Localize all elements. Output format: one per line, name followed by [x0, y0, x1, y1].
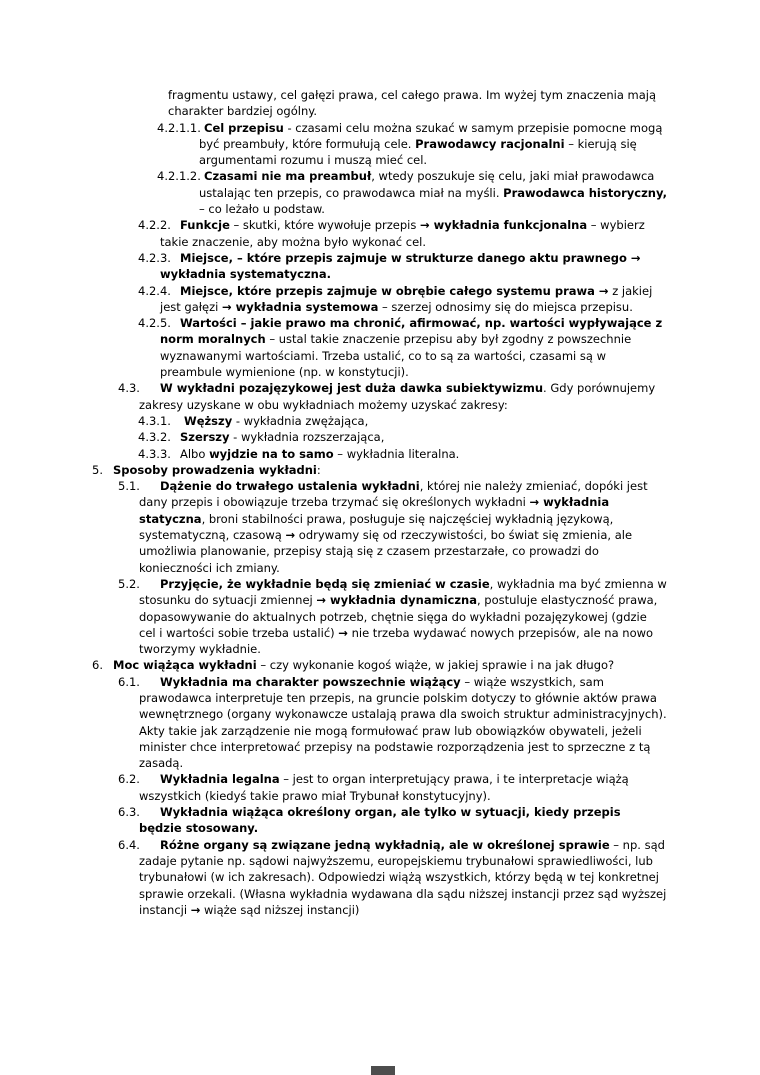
text-run: Różne organy są związane jedną wykładnią, ale w określonej sprawie — [160, 837, 610, 852]
text-run: wyjdzie na to samo — [209, 446, 334, 461]
text-run: Wykładnia legalna — [160, 772, 280, 787]
arrow-right-icon: → — [420, 218, 430, 233]
list-item — [0, 478, 667, 576]
text-run: - czasami celu można szukać w samym przepisie pomocne mogą być preambuły, które formułują cele. — [199, 120, 663, 151]
list-item — [0, 576, 667, 657]
item-number: 5. — [92, 462, 103, 477]
text-run: – kierują się argumentami rozumu i muszą mieć cel. — [199, 136, 637, 168]
text-run: wykładnia systemowa — [231, 299, 379, 314]
list-item — [0, 250, 667, 283]
arrow-right-icon: → — [338, 625, 348, 640]
text-run: Cel przepisu — [204, 120, 284, 135]
list-item — [0, 462, 667, 478]
list-item — [0, 380, 667, 413]
item-number: 4.3.1. — [138, 413, 171, 428]
text-run: wykładnia statyczna — [139, 495, 610, 526]
item-number: 6.4. — [118, 837, 140, 852]
text-run: Prawodawca historyczny, — [503, 185, 667, 200]
text-run: wykładnia dynamiczna — [326, 593, 477, 608]
text-run: z jakiej jest gałęzi — [160, 283, 653, 314]
item-number: 6. — [92, 658, 103, 673]
text-run: , której nie należy zmieniać, dopóki jest dany przepis i obowiązuje trzeba trzymać się określonych wykładni — [139, 479, 648, 510]
arrow-right-icon: → — [285, 528, 296, 543]
text-run: , wtedy poszukuje się celu, jaki miał prawodawca ustalając ten przepis, co prawodawca miał na myśli. — [199, 169, 655, 200]
arrow-right-icon: → — [190, 902, 201, 917]
text-run: . Gdy porównujemy zakresy uzyskane w obu wykładniach możemy uzyskać zakresy: — [139, 381, 656, 412]
text-run: – czy wykonanie kogoś wiąże, w jakiej sprawie i na jak długo? — [256, 658, 615, 673]
text-run: Sposoby prowadzenia wykładni — [113, 462, 317, 477]
text-run: Miejsce, – które przepis zajmuje w strukturze danego aktu prawnego — [180, 250, 631, 265]
item-number: 6.3. — [118, 805, 140, 820]
text-run: : — [316, 462, 321, 477]
text-run: Wykładnia wiążąca określony organ, ale tylko w sytuacji, kiedy przepis będzie stosowany. — [139, 805, 621, 836]
text-run: – jest to organ interpretujący prawa, i te interpretacje wiążą wszystkich (kiedyś takie prawo miał Trybunał konstytucyjny). — [139, 772, 629, 803]
text-run: Albo — [180, 446, 210, 461]
text-run: – skutki, które wywołuje przepis — [229, 218, 421, 233]
text-run: Szerszy — [180, 430, 230, 445]
text-run: nie trzeba wydawać nowych przepisów, ale na nowo tworzymy wykładnie. — [139, 625, 654, 657]
text-run: Wartości – jakie prawo ma chronić, afirmować, np. wartości wypływające z norm moralnych — [160, 316, 663, 347]
arrow-right-icon: → — [630, 250, 641, 265]
list-item — [0, 446, 667, 462]
text-run: Dążenie do trwałego ustalenia wykładni — [160, 479, 420, 494]
text-run: Przyjęcie, że wykładnie będą się zmieniać w czasie — [160, 576, 490, 591]
text-run: – szerzej odnosimy się do miejsca przepisu. — [378, 299, 633, 314]
item-number: 4.3.3. — [138, 446, 171, 461]
item-number: 4.2.4. — [138, 283, 171, 298]
text-run: – wybierz takie znaczenie, aby można było wykonać cel. — [160, 218, 645, 249]
item-number: 5.2. — [118, 576, 140, 591]
text-run: – co leżało u podstaw. — [199, 202, 325, 217]
item-number: 5.1. — [118, 479, 140, 494]
text-run: fragmentu ustawy, cel gałęzi prawa, cel całego prawa. Im wyżej tym znaczenia mają charakter bardziej ogólny. — [168, 88, 657, 119]
list-item — [0, 657, 667, 673]
list-item — [0, 429, 667, 445]
text-run: Wykładnia ma charakter powszechnie wiążący — [160, 674, 461, 689]
text-run: , wykładnia ma być zmienna w stosunku do sytuacji zmiennej — [139, 576, 667, 608]
list-item — [0, 674, 667, 772]
item-number: 4.2.5. — [138, 316, 171, 331]
list-item — [0, 120, 667, 169]
text-run: Węższy — [180, 413, 233, 428]
text-run: – wiąże wszystkich, sam prawodawca interpretuje ten przepis, na gruncie polskim dotyczy to głównie aktów prawa wewnętrznego (organy wykonawcze ustalają prawa dla swoich struktur administracyjnych). Akty takie jak zarządzenie nie mogą formułować praw lub obowiązków obywateli, jeżeli minister chce interpretować przepisy na podstawie rozporządzenia jest to sprzeczne z tą zasadą. — [139, 674, 667, 771]
list-item — [0, 771, 667, 804]
item-number: 4.2.3. — [138, 250, 171, 265]
text-run: wykładnia systematyczna. — [160, 267, 331, 282]
item-number: 4.2.1.2. — [157, 169, 201, 184]
arrow-right-icon: → — [222, 299, 232, 314]
text-run: Prawodawcy racjonalni — [415, 136, 565, 151]
list-item — [0, 413, 667, 429]
list-item — [0, 87, 667, 120]
item-number: 6.1. — [118, 674, 140, 689]
text-run: – wykładnia literalna. — [333, 446, 460, 461]
text-run: - wykładnia zwężająca, — [232, 413, 369, 428]
arrow-right-icon: → — [316, 593, 327, 608]
page-bottom-artifact — [371, 1066, 395, 1075]
text-run: W wykładni pozajęzykowej jest duża dawka subiektywizmu — [160, 381, 544, 396]
list-item — [0, 217, 667, 250]
text-run: , broni stabilności prawa, posługuje się najczęściej wykładnią językową, systematyczną, czasową — [139, 511, 614, 543]
text-run: - wykładnia rozszerzająca, — [229, 430, 385, 445]
item-number: 4.2.2. — [138, 218, 171, 233]
list-item — [0, 837, 667, 918]
text-run: – ustal takie znaczenie przepisu aby był zgodny z powszechnie wyznawanymi wartościami. Trzeba ustalić, co to są za wartości, czasami są w preambule wymienione (np. w konstytucji). — [160, 332, 632, 380]
text-run: , postuluje elastyczność prawa, dopasowywanie do aktualnych potrzeb, chętnie sięga do wykładni pozajęzykowej (gdzie cel i wartości sobie trzeba ustalić) — [139, 593, 658, 640]
text-run: Miejsce, które przepis zajmuje w obrębie całego systemu prawa — [180, 283, 599, 298]
text-run: wykładnia funkcjonalna — [429, 218, 588, 233]
arrow-right-icon: → — [529, 495, 540, 510]
list-item — [0, 804, 667, 837]
list-item — [0, 168, 667, 217]
item-number: 6.2. — [118, 772, 140, 787]
text-run: Moc wiążąca wykładni — [113, 658, 257, 673]
item-number: 4.2.1.1. — [157, 120, 201, 135]
list-item — [0, 315, 667, 380]
text-run: wiąże sąd niższej instancji) — [200, 902, 360, 917]
list-item — [0, 283, 667, 316]
item-number: 4.3.2. — [138, 430, 171, 445]
text-run: – np. sąd zadaje pytanie np. sądowi najwyższemu, europejskiemu trybunałowi sprawiedliwości, lub trybunałowi (w ich zakresach). Odpowiedzi wiążą wszystkich, którzy będą w tej konkretnej sprawie orzekali. (Własna wykładnia wydawana dla sądu niższej instancji przez sąd wyższej instancji — [139, 837, 667, 917]
text-run: Funkcje — [180, 218, 230, 233]
text-run: odrywamy się od rzeczywistości, bo świat się zmienia, ale umożliwia planowanie, przepisy stają się z czasem przestarzałe, co prowadzi do konieczności ich zmiany. — [139, 528, 633, 575]
text-run: Czasami nie ma preambuł — [204, 169, 372, 184]
item-number: 4.3. — [118, 381, 140, 396]
arrow-right-icon: → — [598, 283, 609, 298]
